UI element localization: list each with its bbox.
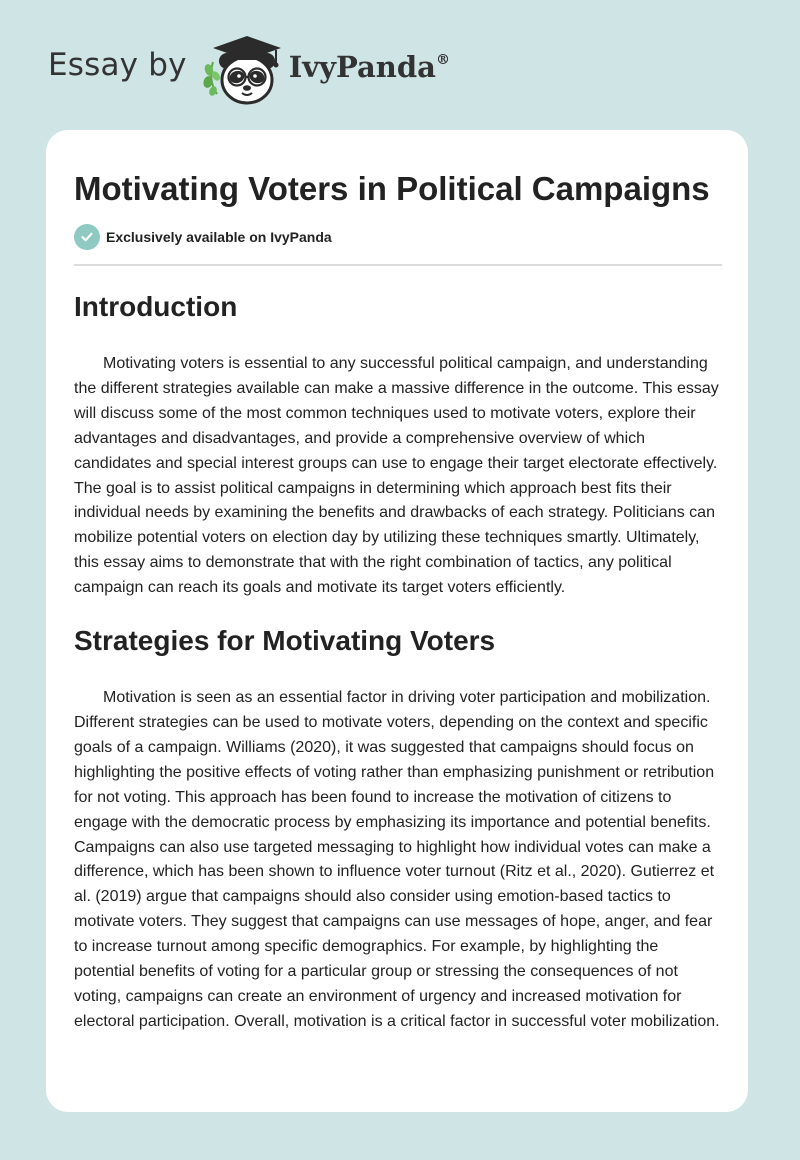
brand-text: IvyPanda (288, 50, 436, 84)
registered-mark: ® (435, 52, 450, 68)
section-heading-strategies: Strategies for Motivating Voters (74, 625, 496, 657)
site-header (48, 28, 450, 108)
section-body-strategies: Motivation is seen as an essential factor in driving voter participation and mobilization. Different strategies can be used to motivate voters, depending on the context and specific goals of a campaign. Williams (2020), it was suggested that campaigns should focus on highlighting the positive effects of voting rather than emphasizing punishment or retribution for not voting. This approach has been found to increase the motivation of citizens to engage with the democratic process by emphasizing its importance and potential benefits. Campaigns can also use targeted messaging to highlight how individual votes can make a difference, which has been shown to influence voter turnout (Ritz et al., 2020). Gutierrez et al. (2019) argue that campaigns should also consider using emotion-based tactics to motivate voters. They suggest that campaigns can use messages of hope, anger, and fear to increase turnout among specific demographics. For example, by highlighting the potential benefits of voting for a particular group or stressing the consequences of not voting, campaigns can create an environment of urgency and increased motivation for electoral participation. Overall, motivation is a critical factor in successful voter mobilization. (74, 689, 720, 1030)
section-body-introduction: Motivating voters is essential to any successful political campaign, and understanding the different strategies available can make a massive difference in the outcome. This essay will discuss some of the most common techniques used to motivate voters, explore their advantages and disadvantages, and provide a comprehensive overview of which candidates and special interest groups can use to engage their target electorate effectively. The goal is to assist political campaigns in determining which approach best fits their individual needs by examining the benefits and drawbacks of each strategy. Politicians can mobilize potential voters on election day by utilizing these techniques smartly. Ultimately, this essay aims to demonstrate that with the right combination of tactics, any political campaign can reach its goals and motivate its target voters efficiently. (74, 355, 719, 597)
essay-by-label: Essay by (48, 47, 187, 83)
page-title: Motivating Voters in Political Campaigns (74, 170, 710, 207)
exclusive-badge (74, 224, 722, 250)
panda-graduate-logo-icon[interactable] (197, 28, 287, 108)
exclusive-badge-text: Exclusively available on IvyPanda (106, 229, 332, 245)
essay-card (46, 130, 748, 1112)
check-circle-icon (74, 224, 100, 250)
divider (74, 264, 722, 266)
section-heading-introduction: Introduction (74, 291, 238, 322)
brand-name[interactable] (289, 50, 450, 84)
